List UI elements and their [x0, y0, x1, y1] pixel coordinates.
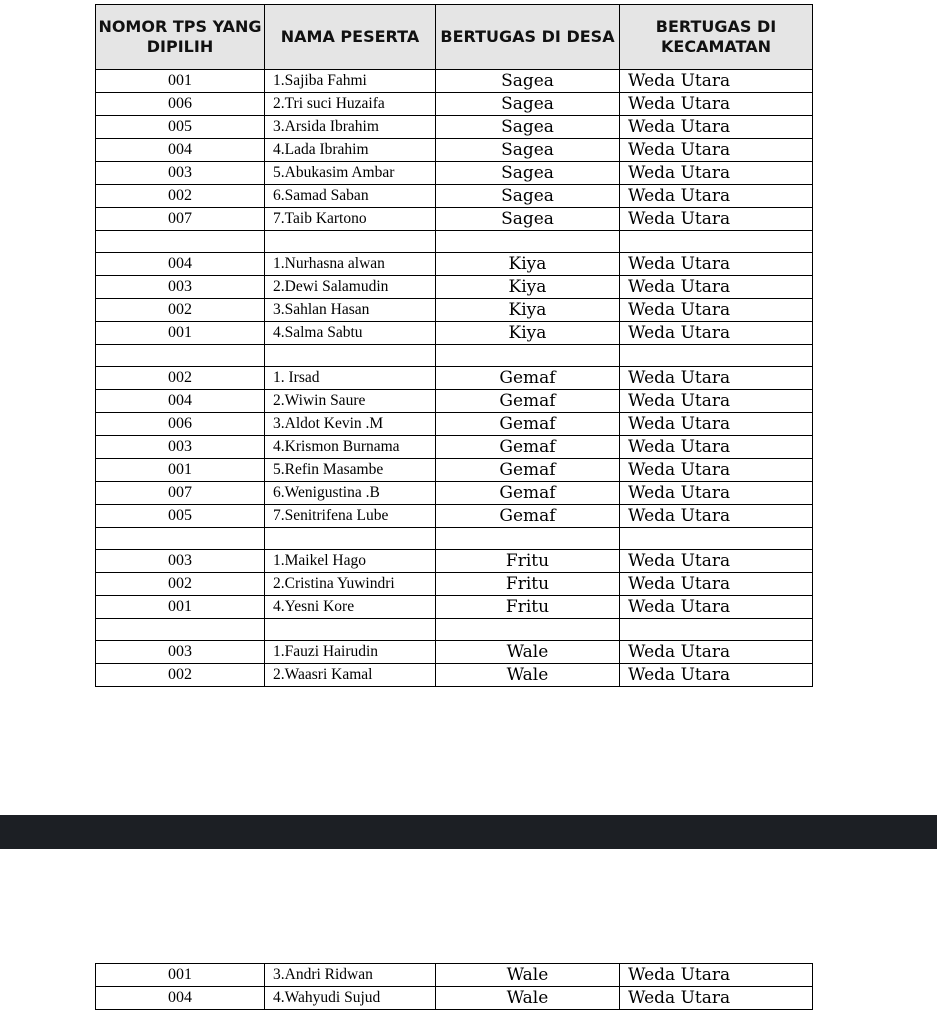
tps-cell: 007 [96, 208, 265, 231]
tps-cell [96, 231, 265, 253]
tps-cell: 005 [96, 116, 265, 139]
participant-name-cell [265, 619, 436, 641]
desa-cell: Gemaf [436, 482, 620, 505]
participant-name-cell: 1.Maikel Hago [265, 550, 436, 573]
table-row [96, 987, 813, 1010]
participant-name-cell: 4.Salma Sabtu [265, 322, 436, 345]
table-row [96, 208, 813, 231]
tps-cell: 001 [96, 964, 265, 987]
table-row [96, 93, 813, 116]
desa-cell: Fritu [436, 596, 620, 619]
header-tps: NOMOR TPS YANG DIPILIH [96, 5, 265, 70]
table-row [96, 550, 813, 573]
table-body [96, 70, 813, 687]
table-row [96, 276, 813, 299]
tps-cell [96, 345, 265, 367]
desa-cell: Kiya [436, 253, 620, 276]
desa-cell: Gemaf [436, 436, 620, 459]
kecamatan-cell: Weda Utara [620, 390, 813, 413]
kecamatan-cell: Weda Utara [620, 413, 813, 436]
desa-cell: Wale [436, 987, 620, 1010]
tps-cell: 003 [96, 641, 265, 664]
kecamatan-cell: Weda Utara [620, 664, 813, 687]
table-row [96, 505, 813, 528]
table-row [96, 162, 813, 185]
kecamatan-cell: Weda Utara [620, 482, 813, 505]
header-kecamatan: BERTUGAS DI KECAMATAN [620, 5, 813, 70]
desa-cell [436, 619, 620, 641]
desa-cell: Kiya [436, 299, 620, 322]
participant-name-cell: 4.Wahyudi Sujud [265, 987, 436, 1010]
header-nama: NAMA PESERTA [265, 5, 436, 70]
participant-name-cell: 1.Sajiba Fahmi [265, 70, 436, 93]
tps-cell: 001 [96, 70, 265, 93]
kecamatan-cell: Weda Utara [620, 208, 813, 231]
tps-cell [96, 619, 265, 641]
participant-name-cell: 4.Yesni Kore [265, 596, 436, 619]
tps-cell: 003 [96, 162, 265, 185]
participant-name-cell: 5.Abukasim Ambar [265, 162, 436, 185]
participant-name-cell: 5.Refin Masambe [265, 459, 436, 482]
tps-cell: 004 [96, 390, 265, 413]
kecamatan-cell: Weda Utara [620, 322, 813, 345]
kecamatan-cell: Weda Utara [620, 253, 813, 276]
table-row [96, 322, 813, 345]
desa-cell: Gemaf [436, 413, 620, 436]
tps-cell: 004 [96, 253, 265, 276]
participant-name-cell: 6.Wenigustina .B [265, 482, 436, 505]
table-row [96, 596, 813, 619]
desa-cell: Sagea [436, 93, 620, 116]
participant-name-cell: 1.Fauzi Hairudin [265, 641, 436, 664]
kecamatan-cell: Weda Utara [620, 550, 813, 573]
kecamatan-cell: Weda Utara [620, 116, 813, 139]
participant-name-cell [265, 231, 436, 253]
table-row [96, 528, 813, 550]
kecamatan-cell: Weda Utara [620, 641, 813, 664]
table-row [96, 299, 813, 322]
kecamatan-cell: Weda Utara [620, 573, 813, 596]
header-desa: BERTUGAS DI DESA [436, 5, 620, 70]
participants-table-continued [95, 963, 813, 1010]
kecamatan-cell: Weda Utara [620, 596, 813, 619]
desa-cell: Gemaf [436, 390, 620, 413]
participant-name-cell: 3.Arsida Ibrahim [265, 116, 436, 139]
table-row [96, 641, 813, 664]
desa-cell [436, 231, 620, 253]
kecamatan-cell: Weda Utara [620, 367, 813, 390]
tps-cell: 004 [96, 139, 265, 162]
tps-cell: 004 [96, 987, 265, 1010]
table-body-continued [96, 964, 813, 1010]
table-row [96, 573, 813, 596]
tps-cell: 002 [96, 573, 265, 596]
kecamatan-cell: Weda Utara [620, 276, 813, 299]
desa-cell: Gemaf [436, 505, 620, 528]
desa-cell: Sagea [436, 208, 620, 231]
participant-name-cell: 2.Waasri Kamal [265, 664, 436, 687]
desa-cell: Fritu [436, 573, 620, 596]
table-row [96, 390, 813, 413]
participant-name-cell: 2.Tri suci Huzaifa [265, 93, 436, 116]
participant-name-cell: 2.Dewi Salamudin [265, 276, 436, 299]
desa-cell [436, 345, 620, 367]
kecamatan-cell: Weda Utara [620, 185, 813, 208]
kecamatan-cell [620, 231, 813, 253]
desa-cell: Wale [436, 641, 620, 664]
participant-name-cell: 3.Andri Ridwan [265, 964, 436, 987]
tps-cell: 003 [96, 550, 265, 573]
tps-cell: 007 [96, 482, 265, 505]
tps-cell: 002 [96, 299, 265, 322]
table-row [96, 70, 813, 93]
tps-cell: 002 [96, 664, 265, 687]
table-row [96, 185, 813, 208]
participant-name-cell: 4.Krismon Burnama [265, 436, 436, 459]
desa-cell: Gemaf [436, 367, 620, 390]
participant-name-cell: 3.Aldot Kevin .M [265, 413, 436, 436]
desa-cell: Wale [436, 964, 620, 987]
tps-cell: 001 [96, 322, 265, 345]
table-row [96, 413, 813, 436]
table-row [96, 482, 813, 505]
participant-name-cell: 1. Irsad [265, 367, 436, 390]
kecamatan-cell: Weda Utara [620, 459, 813, 482]
kecamatan-cell [620, 528, 813, 550]
table-row [96, 367, 813, 390]
kecamatan-cell: Weda Utara [620, 93, 813, 116]
tps-cell: 003 [96, 276, 265, 299]
tps-cell: 006 [96, 413, 265, 436]
table-row [96, 459, 813, 482]
tps-cell: 005 [96, 505, 265, 528]
kecamatan-cell: Weda Utara [620, 139, 813, 162]
participant-name-cell: 6.Samad Saban [265, 185, 436, 208]
participant-name-cell: 2.Cristina Yuwindri [265, 573, 436, 596]
tps-cell: 003 [96, 436, 265, 459]
table-row [96, 964, 813, 987]
desa-cell: Fritu [436, 550, 620, 573]
kecamatan-cell: Weda Utara [620, 964, 813, 987]
desa-cell: Kiya [436, 276, 620, 299]
participant-name-cell: 7.Taib Kartono [265, 208, 436, 231]
kecamatan-cell: Weda Utara [620, 70, 813, 93]
participants-table [95, 4, 813, 687]
participant-name-cell [265, 345, 436, 367]
participant-name-cell: 1.Nurhasna alwan [265, 253, 436, 276]
tps-cell [96, 528, 265, 550]
desa-cell: Sagea [436, 139, 620, 162]
desa-cell: Sagea [436, 116, 620, 139]
participant-name-cell: 3.Sahlan Hasan [265, 299, 436, 322]
desa-cell: Sagea [436, 185, 620, 208]
kecamatan-cell: Weda Utara [620, 505, 813, 528]
participant-name-cell: 4.Lada Ibrahim [265, 139, 436, 162]
table-row [96, 436, 813, 459]
kecamatan-cell: Weda Utara [620, 987, 813, 1010]
kecamatan-cell [620, 619, 813, 641]
desa-cell [436, 528, 620, 550]
desa-cell: Kiya [436, 322, 620, 345]
table-row [96, 231, 813, 253]
kecamatan-cell: Weda Utara [620, 162, 813, 185]
tps-cell: 002 [96, 367, 265, 390]
desa-cell: Sagea [436, 70, 620, 93]
table-row [96, 116, 813, 139]
desa-cell: Sagea [436, 162, 620, 185]
participant-name-cell: 7.Senitrifena Lube [265, 505, 436, 528]
table-row [96, 619, 813, 641]
table-row [96, 345, 813, 367]
page-break-divider [0, 815, 937, 849]
desa-cell: Gemaf [436, 459, 620, 482]
participant-name-cell: 2.Wiwin Saure [265, 390, 436, 413]
kecamatan-cell: Weda Utara [620, 299, 813, 322]
table-row [96, 253, 813, 276]
tps-cell: 006 [96, 93, 265, 116]
kecamatan-cell [620, 345, 813, 367]
desa-cell: Wale [436, 664, 620, 687]
table-row [96, 664, 813, 687]
tps-cell: 001 [96, 459, 265, 482]
participant-name-cell [265, 528, 436, 550]
tps-cell: 002 [96, 185, 265, 208]
tps-cell: 001 [96, 596, 265, 619]
table-header-row [96, 5, 813, 70]
table-row [96, 139, 813, 162]
kecamatan-cell: Weda Utara [620, 436, 813, 459]
